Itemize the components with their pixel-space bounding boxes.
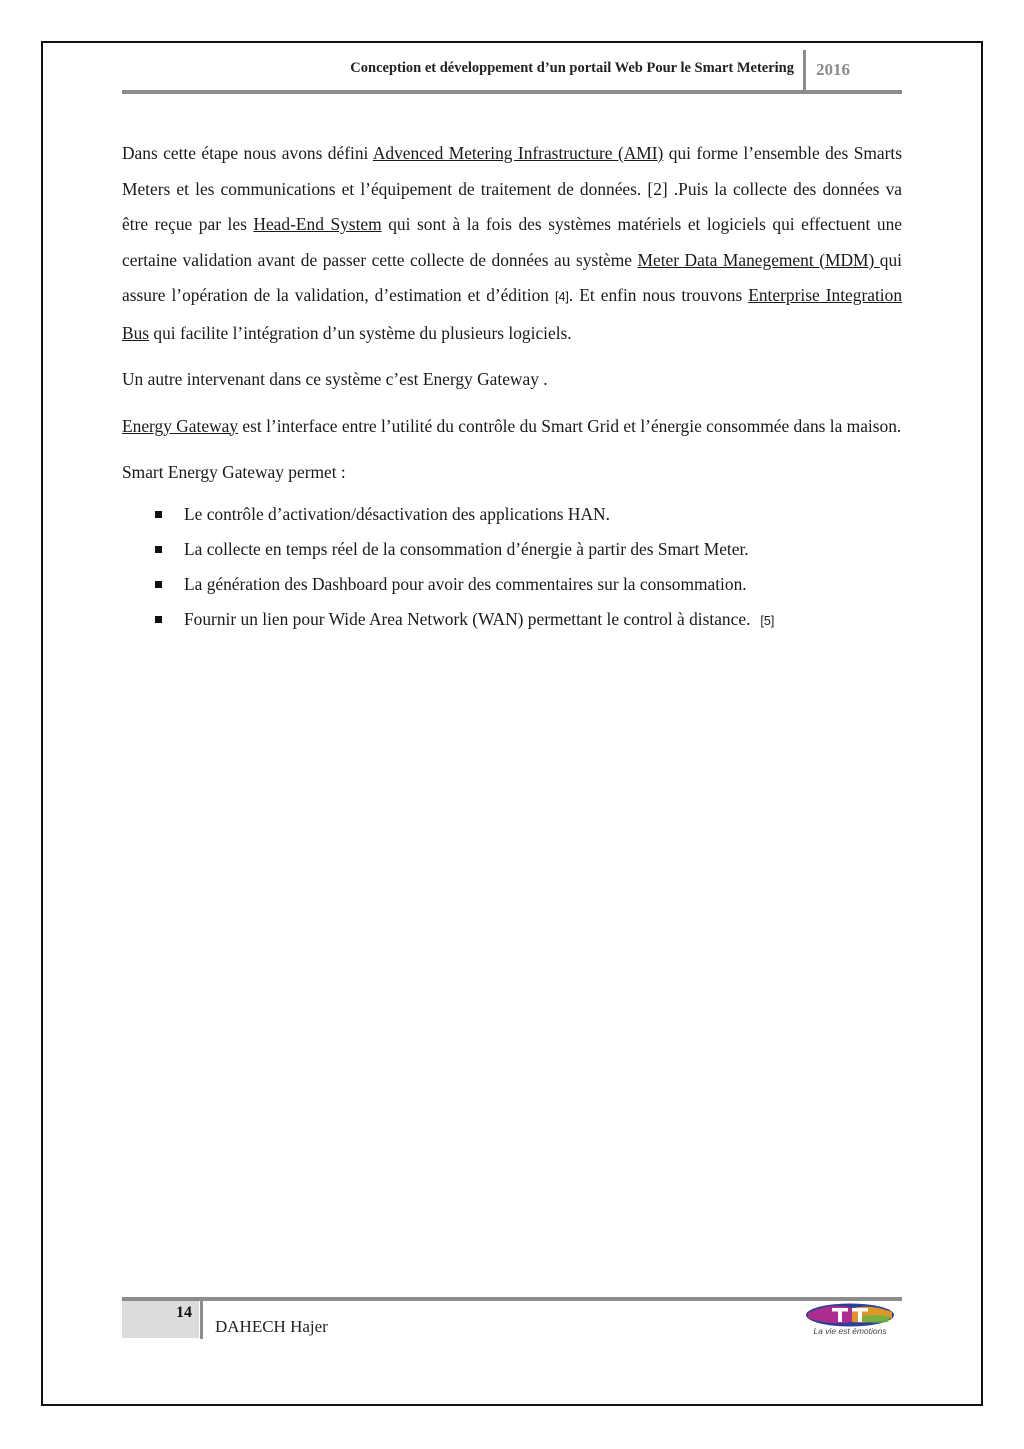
square-bullet-icon <box>155 511 162 518</box>
header-year: 2016 <box>816 60 850 79</box>
text-run: qui sont à la fois des systèmes matériels et logiciels qui effectuent une certaine validation avant de passer cette collecte de données au système <box>122 214 903 270</box>
term-mdm: Meter Data Manegement (MDM) <box>637 249 880 270</box>
header-separator <box>803 50 806 92</box>
list-item <box>122 497 902 532</box>
paragraph-ami <box>122 136 902 351</box>
term-energy-gateway: Energy Gateway <box>122 415 239 436</box>
square-bullet-icon <box>155 581 162 588</box>
page-content <box>122 136 902 639</box>
reference-5: [5] <box>760 614 775 629</box>
list-item-text: Fournir un lien pour Wide Area Network (WAN) permettant le control à distance. <box>184 609 751 630</box>
text-run: qui forme l’ensemble des Smarts Meters et les communications et l’équipement de traitement de données. [2] .Puis la collecte des données va être reçue par les <box>122 143 902 234</box>
reference-4: [4] <box>555 290 569 304</box>
footer-separator <box>200 1299 203 1339</box>
term-enterprise-integration-bus: Enterprise Integration Bus <box>122 285 903 343</box>
text-run: Dans cette étape nous avons défini <box>122 143 373 163</box>
footer-author: DAHECH Hajer <box>215 1317 328 1336</box>
square-bullet-icon <box>155 616 162 623</box>
paragraph-energy-gateway-intro: Un autre intervenant dans ce système c’est Energy Gateway . <box>122 369 548 389</box>
header-rule <box>122 90 902 94</box>
paragraph-energy-gateway-definition <box>122 409 902 445</box>
header-title: Conception et développement d’un portail Web Pour le Smart Metering <box>350 60 794 76</box>
square-bullet-icon <box>155 546 162 553</box>
term-ami: Advenced Metering Infrastructure (AMI) <box>372 143 664 163</box>
logo-tagline: La vie est émotions <box>813 1326 887 1336</box>
paragraph-gateway-permits: Smart Energy Gateway permet : <box>122 462 346 482</box>
footer-rule <box>122 1297 902 1301</box>
term-head-end-system: Head-End System <box>253 214 382 234</box>
list-item-text: La génération des Dashboard pour avoir des commentaires sur la consommation. <box>184 573 747 594</box>
feature-list <box>122 497 902 640</box>
list-item-text: La collecte en temps réel de la consommation d’énergie à partir des Smart Meter. <box>184 538 749 559</box>
text-run: qui facilite l’intégration d’un système du plusieurs logiciels. <box>149 322 572 343</box>
list-item-text: Le contrôle d’activation/désactivation des applications HAN. <box>184 503 610 524</box>
list-item <box>122 567 902 602</box>
list-item <box>122 532 902 567</box>
text-run: qui assure l’opération de la validation, d’estimation et d’édition <box>122 249 903 305</box>
page-number: 14 <box>176 1304 192 1321</box>
text-run: . Et enfin nous trouvons <box>568 285 749 305</box>
list-item <box>122 602 902 639</box>
text-run: est l’interface entre l’utilité du contrôle du Smart Grid et l’énergie consommée dans la maison. <box>238 415 902 436</box>
